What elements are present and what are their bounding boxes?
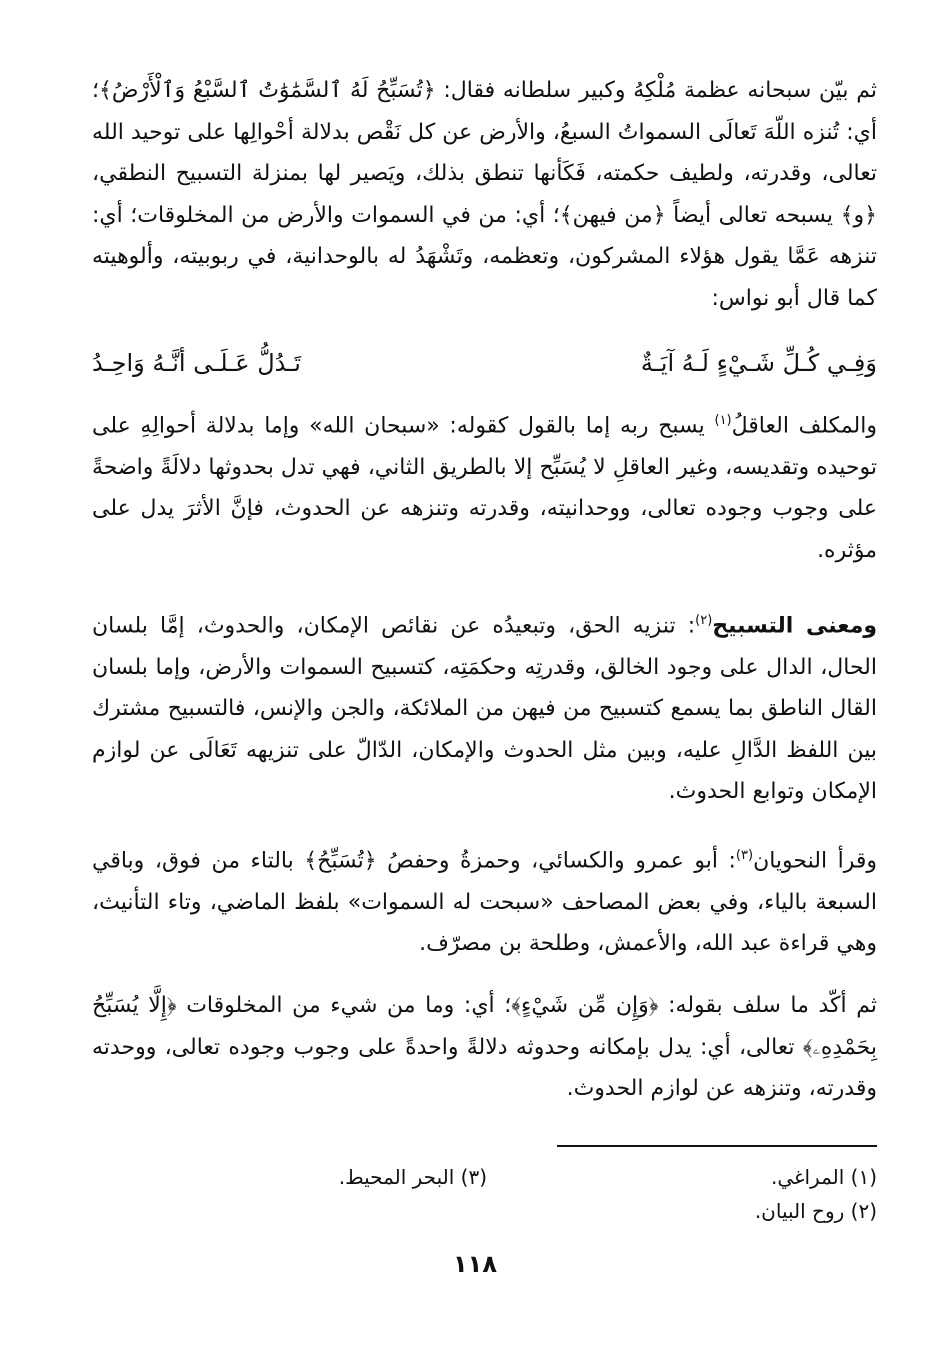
footnote-1: (١) المراغي.: [770, 1165, 877, 1189]
verse-first-hemistich: وَفِـي كُـلِّ شَـيْءٍ لَـهُ آيَـةٌ: [640, 349, 877, 377]
paragraph-mukallaf-lead: والمكلف العاقلُ: [731, 413, 877, 439]
paragraph-confirmation: ثم أكّد ما سلف بقوله: ﴿وَإِن مِّن شَيْءٍ﴾؛ أي: وما من شيء من المخلوقات ﴿إِلَّا يُسَبِّحُ بِحَمْدِهِۦ﴾ تعالى، أي: يدل بإمكانه وحدوثه دلالةً واحدةً على وجوب وجوده تعالى، ووحدته وقدرته، وتنزهه عن لوازم الحدوث.: [92, 993, 877, 1101]
footnote-row: [200, 1194, 877, 1228]
paragraph-meaning-tasbih: [92, 600, 877, 813]
footnote-2: (٢) روح البيان.: [754, 1199, 877, 1223]
poetry-verse: [92, 338, 877, 388]
paragraph-mukallaf: [92, 400, 877, 571]
footnote-3: (٣) البحر المحيط.: [338, 1165, 487, 1189]
footnotes: [200, 1160, 877, 1228]
footnote-ref-3: (٣): [735, 848, 754, 863]
footnote-ref-2: (٢): [695, 613, 713, 628]
paragraph-readings-lead: وقرأ النحويان: [753, 848, 877, 874]
paragraph-tasbih-heavens: ثم بيّن سبحانه عظمة مُلْكِهُ وكبير سلطانه فقال: ﴿تُسَبِّحُ لَهُ ٱلسَّمَٰوَٰتُ ٱلسَّبْعُ وَٱلْأَرْضُ﴾؛ أي: تُنزه اللّهَ تَعالَى السمواتُ السبعُ، والأرض عن كل نَقْص بدلالة أحْوالِها على توحيد الله تعالى، وقدرته، ولطيف حكمته، فَكَأنها تنطق بذلك، ويَصير لها بمنزلة التسبيح النطقي، ﴿و﴾ يسبحه تعالى أيضاً ﴿من فيهن﴾؛ أي: من في السموات والأرض من المخلوقات؛ أي: تنزهه عَمَّا يقول هؤلاء المشركون، وتعظمه، وتَشْهَدُ له بالوحدانية، في ربوبيته، وألوهيته كما قال أبو نواس:: [92, 78, 877, 311]
footnote-ref-1: (١): [714, 413, 732, 428]
paragraph-readings: [92, 835, 877, 965]
page-number: ١١٨: [453, 1250, 497, 1278]
verse-second-hemistich: تَـدُلُّ عَـلَـى أنَّـهُ وَاحِـدُ: [92, 349, 301, 377]
footnote-divider: [557, 1145, 877, 1147]
paragraph-meaning-body: : تنزيه الحق، وتبعيدُه عن نقائص الإمكان، والحدوث، إمَّا بلسان الحال، الدال على وجود الخالق، وقدرتِه وحكمَتِه، كتسبيح السموات والأرض، وإما بلسان القال الناطق بما يسمع كتسبيح من فيهن من الملائكة، والجن والإنس، فالتسبيح مشترك بين اللفظ الدَّالِ عليه، وبين مثل الحدوث والإمكان، الدّالّ على تنزيهه تَعَالَى عن لوازم الإمكان وتوابع الحدوث.: [92, 613, 877, 805]
footnote-spacer: [487, 1160, 657, 1194]
paragraph-readings-body: : أبو عمرو والكسائي، وحمزةُ وحفصُ ﴿تُسَبِّحُ﴾ بالتاء من فوق، وباقي السبعة بالياء، وفي بعض المصاحف «سبحت له السموات» بلفظ الماضي، وتاء التأنيث، وهي قراءة عبد الله، والأعمش، وطلحة بن مصرّف.: [92, 848, 877, 957]
footnote-row: [200, 1160, 877, 1194]
paragraph-mukallaf-body: يسبح ربه إما بالقول كقوله: «سبحان الله» وإما بدلالة أحوالِهِ على توحيده وتقديسه، وغير العاقلِ لا يُسَبِّح إلا بالطريق الثاني، فهي تدل بحدوثها دلالَةً واضحةً على وجوب وجوده تعالى، ووحدانيته، وقدرته وتنزهه عن الحدوث، فإنَّ الأثرَ يدل على مؤثره.: [92, 413, 877, 563]
paragraph-meaning-heading: ومعنى التسبيح: [712, 613, 877, 639]
